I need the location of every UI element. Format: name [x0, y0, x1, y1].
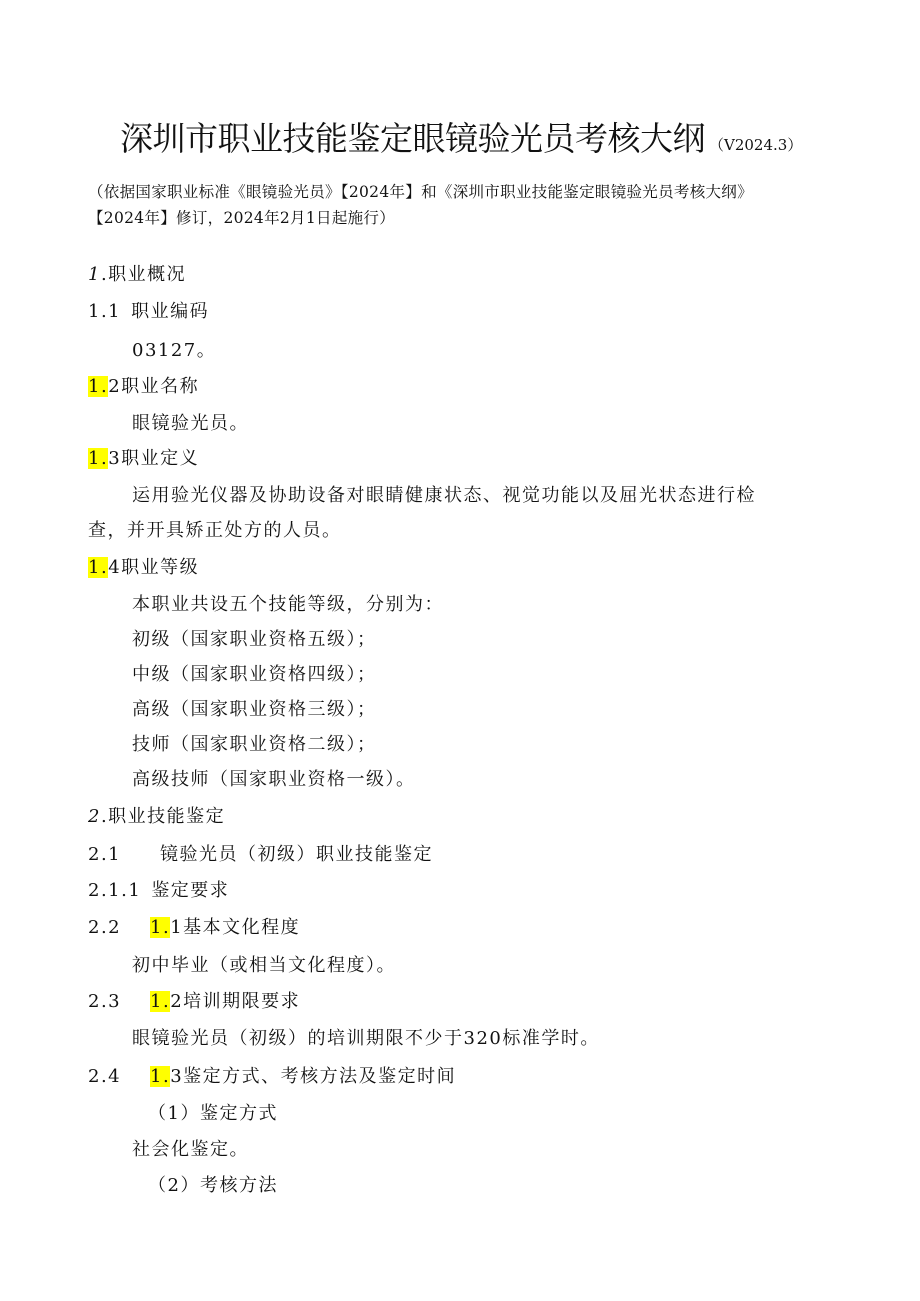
- level-item: 高级技师（国家职业资格一级）。: [132, 769, 416, 790]
- section-2-1-title: 镜验光员（初级）职业技能鉴定: [160, 844, 433, 865]
- section-2-2-title: 基本文化程度: [183, 917, 301, 938]
- section-1-1-number: 1.1: [88, 301, 122, 322]
- level-item: 技师（国家职业资格二级）；: [132, 734, 377, 755]
- section-1-2-number-rest: 2: [108, 376, 122, 397]
- section-1-1-heading: [88, 297, 209, 323]
- section-2-1-heading: [88, 840, 433, 866]
- section-2-3-title: 培训期限要求: [183, 991, 301, 1012]
- section-1-4-number-rest: 4: [108, 557, 122, 578]
- section-2-4-heading: [88, 1062, 456, 1088]
- section-1-number: 1: [88, 264, 101, 285]
- section-1-3-heading: [88, 444, 199, 470]
- level-item: 高级（国家职业资格三级）；: [132, 699, 377, 720]
- section-2-4-title: 鉴定方式、考核方法及鉴定时间: [183, 1066, 457, 1087]
- section-1-4-intro: 本职业共设五个技能等级，分别为：: [132, 594, 444, 615]
- section-2-3-body: 眼镜验光员（初级）的培训期限不少于320标准学时。: [132, 1028, 600, 1049]
- section-1-2-number-highlight: 1.: [88, 376, 109, 397]
- section-2-3-sub-rest: 2: [170, 991, 184, 1012]
- level-item: 初级（国家职业资格五级）；: [132, 629, 377, 650]
- section-2-1-1-title: 鉴定要求: [151, 880, 230, 901]
- section-2-4-item-1: （1）鉴定方式: [148, 1103, 278, 1124]
- section-1-3-body-line-1: 运用验光仪器及协助设备对眼睛健康状态、视觉功能以及屈光状态进行检: [132, 485, 756, 506]
- section-2-2-sub-highlight: 1.: [150, 917, 171, 938]
- section-1-3-number-highlight: 1.: [88, 448, 109, 469]
- section-1-1-title: 职业编码: [131, 301, 210, 322]
- section-2-4-sub-highlight: 1.: [150, 1066, 171, 1087]
- section-2-2-heading: [88, 913, 300, 939]
- section-2-2-number: 2.2: [88, 917, 122, 938]
- section-1-3-title: 职业定义: [121, 448, 200, 469]
- revision-note-line-1: （依据国家职业标准《眼镜验光员》【2024年】和《深圳市职业技能鉴定眼镜验光员考核大纲》: [88, 183, 753, 201]
- section-2-3-number: 2.3: [88, 991, 122, 1012]
- section-1-3-number-rest: 3: [108, 448, 122, 469]
- section-1-3-body-line-2: 查，并开具矫正处方的人员。: [88, 520, 342, 541]
- section-1-title: .职业概况: [100, 264, 187, 285]
- section-2-1-1-number: 2.1.1: [88, 880, 142, 901]
- section-2-title: .职业技能鉴定: [100, 806, 226, 827]
- section-2-4-item-1-body: 社会化鉴定。: [132, 1139, 249, 1160]
- section-2-4-sub-rest: 3: [170, 1066, 184, 1087]
- section-2-1-number: 2.1: [88, 844, 122, 865]
- section-1-1-body: 03127。: [132, 340, 217, 361]
- section-2-3-heading: [88, 987, 300, 1013]
- section-1-2-heading: [88, 372, 199, 398]
- revision-note-line-2: 【2024年】修订，2024年2月1日起施行）: [88, 209, 396, 227]
- title-text: 深圳市职业技能鉴定眼镜验光员考核大纲: [120, 119, 705, 158]
- section-1-4-title: 职业等级: [121, 557, 200, 578]
- section-1-4-number-highlight: 1.: [88, 557, 109, 578]
- section-2-4-item-2: （2）考核方法: [148, 1175, 278, 1196]
- section-2-4-number: 2.4: [88, 1066, 122, 1087]
- level-item: 中级（国家职业资格四级）；: [132, 664, 377, 685]
- section-1-heading: [88, 260, 186, 286]
- section-2-1-1-heading: [88, 876, 229, 902]
- section-2-3-sub-highlight: 1.: [150, 991, 171, 1012]
- section-2-number: 2: [88, 806, 101, 827]
- section-1-4-heading: [88, 553, 199, 579]
- section-2-heading: [88, 802, 225, 828]
- section-2-2-sub-rest: 1: [170, 917, 184, 938]
- document-title: [120, 113, 802, 160]
- section-1-2-body: 眼镜验光员。: [132, 413, 249, 434]
- title-version: （V2024.3）: [709, 136, 803, 154]
- section-2-2-body: 初中毕业（或相当文化程度）。: [132, 955, 396, 976]
- section-1-2-title: 职业名称: [121, 376, 200, 397]
